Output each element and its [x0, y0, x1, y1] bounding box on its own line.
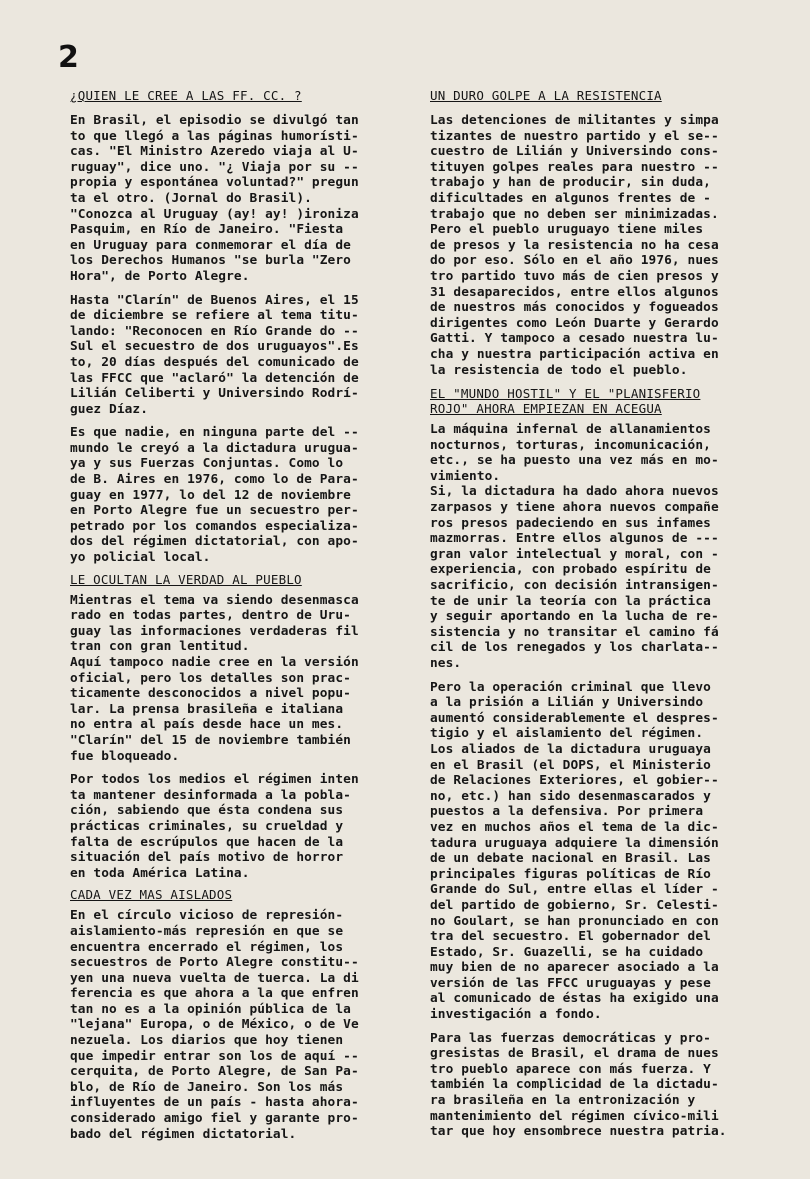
right-column	[430, 82, 780, 1140]
section-heading: LE OCULTAN LA VERDAD AL PUEBLO	[70, 571, 302, 587]
paragraph: Para las fuerzas democráticas y pro- gresistas de Brasil, el drama de nues tro pueblo aparece con más fuerza. Y también la complicidad de la dictadu- ra brasileña en la entronización y mantenimiento del régimen cívico-mili tar que hoy ensombrece nuestra patria.	[430, 1030, 727, 1140]
section-heading: ¿QUIEN LE CREE A LAS FF. CC. ?	[70, 88, 302, 103]
section-heading: CADA VEZ MAS AISLADOS	[70, 887, 233, 903]
paragraph: En Brasil, el episodio se divulgó tan to que llegó a las páginas humorísti- cas. "El Ministro Azeredo viaja al U- ruguay", dice uno. "¿ Viaja por su -- propia y espontánea voluntad?" pregun ta el otro. (Jornal do Brasil). "Conozca al Uruguay (ay! ay! )ironiza Pasquim, en Río de Janeiro. "Fiesta en Uruguay para conmemorar el día de los Derechos Humanos "se burla "Zero Hora", de Porto Alegre.	[70, 113, 359, 284]
paragraph: Pero la operación criminal que llevo a la prisión a Lilián y Universindo aumentó considerablemente el despres- tigio y el aislamiento del régimen. Los aliados de la dictadura uruguaya en el Brasil (el DOPS, el Ministerio de Relaciones Exteriores, el gobier-- no, etc.) han sido desenmascarados y puestos a la defensiva. Por primera vez en muchos años el tema de la dic- tadura uruguaya adquiere la dimensión de un debate nacional en Brasil. Las principales figuras políticas de Río Grande do Sul, entre ellas el líder - del partido de gobierno, Sr. Celesti- no Goulart, se han pronunciado en con tra del secuestro. El gobernador del Estado, Sr. Guazelli, se ha cuidado muy bien de no aparecer asociado a la versión de las FFCC uruguayas y pese al comunicado de éstas ha exigido una investigación a fondo.	[430, 679, 719, 1023]
paragraph: La máquina infernal de allanamientos nocturnos, torturas, incomunicación, etc., se ha puesto una vez más en mo- vimiento. Si, la dictadura ha dado ahora nuevos zarpasos y tiene ahora nuevos compañe ros presos padeciendo en sus infames mazmorras. Entre ellos algunos de --- gran valor intelectual y moral, con - experiencia, con probado espíritu de sacrificio, con decisión intransigen- te de unir la teoría con la práctica y seguir aportando en la lucha de re- sistencia y no transitar el camino fá cil de los renegados y los charlata-- nes.	[430, 422, 719, 671]
section-heading: UN DURO GOLPE A LA RESISTENCIA	[430, 88, 662, 103]
paragraph: Es que nadie, en ninguna parte del -- mundo le creyó a la dictadura urugua- ya y sus Fuerzas Conjuntas. Como lo de B. Aires en 1976, como lo de Para- guay en 1977, lo del 12 de noviembre en Porto Alegre fue un secuestro per- petrado por los comandos especializa- dos del régimen dictatorial, con apo- yo policial local.	[70, 425, 359, 566]
page-number: 2	[58, 40, 79, 75]
paragraph: Mientras el tema va siendo desenmasca rado en todas partes, dentro de Uru- guay las informaciones verdaderas fil tran con gran lentitud. Aquí tampoco nadie cree en la versión oficial, pero los detalles son prac- ticamente desconocidos a nivel popu- lar. La prensa brasileña e italiana no entra al país desde hace un mes. "Clarín" del 15 de noviembre también fue bloqueado.	[70, 592, 359, 764]
left-column	[70, 82, 410, 1142]
paragraph: Por todos los medios el régimen inten ta mantener desinformada a la pobla- ción, sabiendo que ésta condena sus prácticas criminales, su crueldad y falta de escrúpulos que hacen de la situación del país motivo de horror en toda América Latina.	[70, 772, 359, 881]
section-heading: EL "MUNDO HOSTIL" Y EL "PLANISFERIO ROJO" AHORA EMPIEZAN EN ACEGUA	[430, 386, 701, 417]
paragraph: Las detenciones de militantes y simpa tizantes de nuestro partido y el se-- cuestro de Lilián y Universindo cons- tituyen golpes reales para nuestro -- trabajo y han de producir, sin duda, dificultades en algunos frentes de - trabajo que no deben ser minimizadas. Pero el pueblo uruguayo tiene miles de presos y la resistencia no ha cesa do por eso. Sólo en el año 1976, nues tro partido tuvo más de cien presos y 31 desaparecidos, entre ellos algunos de nuestros más conocidos y fogueados dirigentes como León Duarte y Gerardo Gatti. Y tampoco a cesado nuestra lu- cha y nuestra participación activa en la resistencia de todo el pueblo.	[430, 113, 719, 378]
paragraph: Hasta "Clarín" de Buenos Aires, el 15 de diciembre se refiere al tema titu- lando: "Reconocen en Río Grande do -- Sul el secuestro de dos uruguayos".Es to, 20 días después del comunicado de las FFCC que "aclaró" la detención de Lilián Celiberti y Universindo Rodrí- guez Díaz.	[70, 292, 359, 417]
paragraph: En el círculo vicioso de represión- aislamiento-más represión en que se encuentra encerrado el régimen, los secuestros de Porto Alegre constitu-- yen una nueva vuelta de tuerca. La di ferencia es que ahora a la que enfren tan no es a la opinión pública de la "lejana" Europa, o de México, o de Ve nezuela. Los diarios que hoy tienen que impedir entrar son los de aquí -- cerquita, de Porto Alegre, de San Pa- blo, de Río de Janeiro. Son los más influyentes de un país - hasta ahora- considerado amigo fiel y garante pro- bado del régimen dictatorial.	[70, 908, 359, 1142]
